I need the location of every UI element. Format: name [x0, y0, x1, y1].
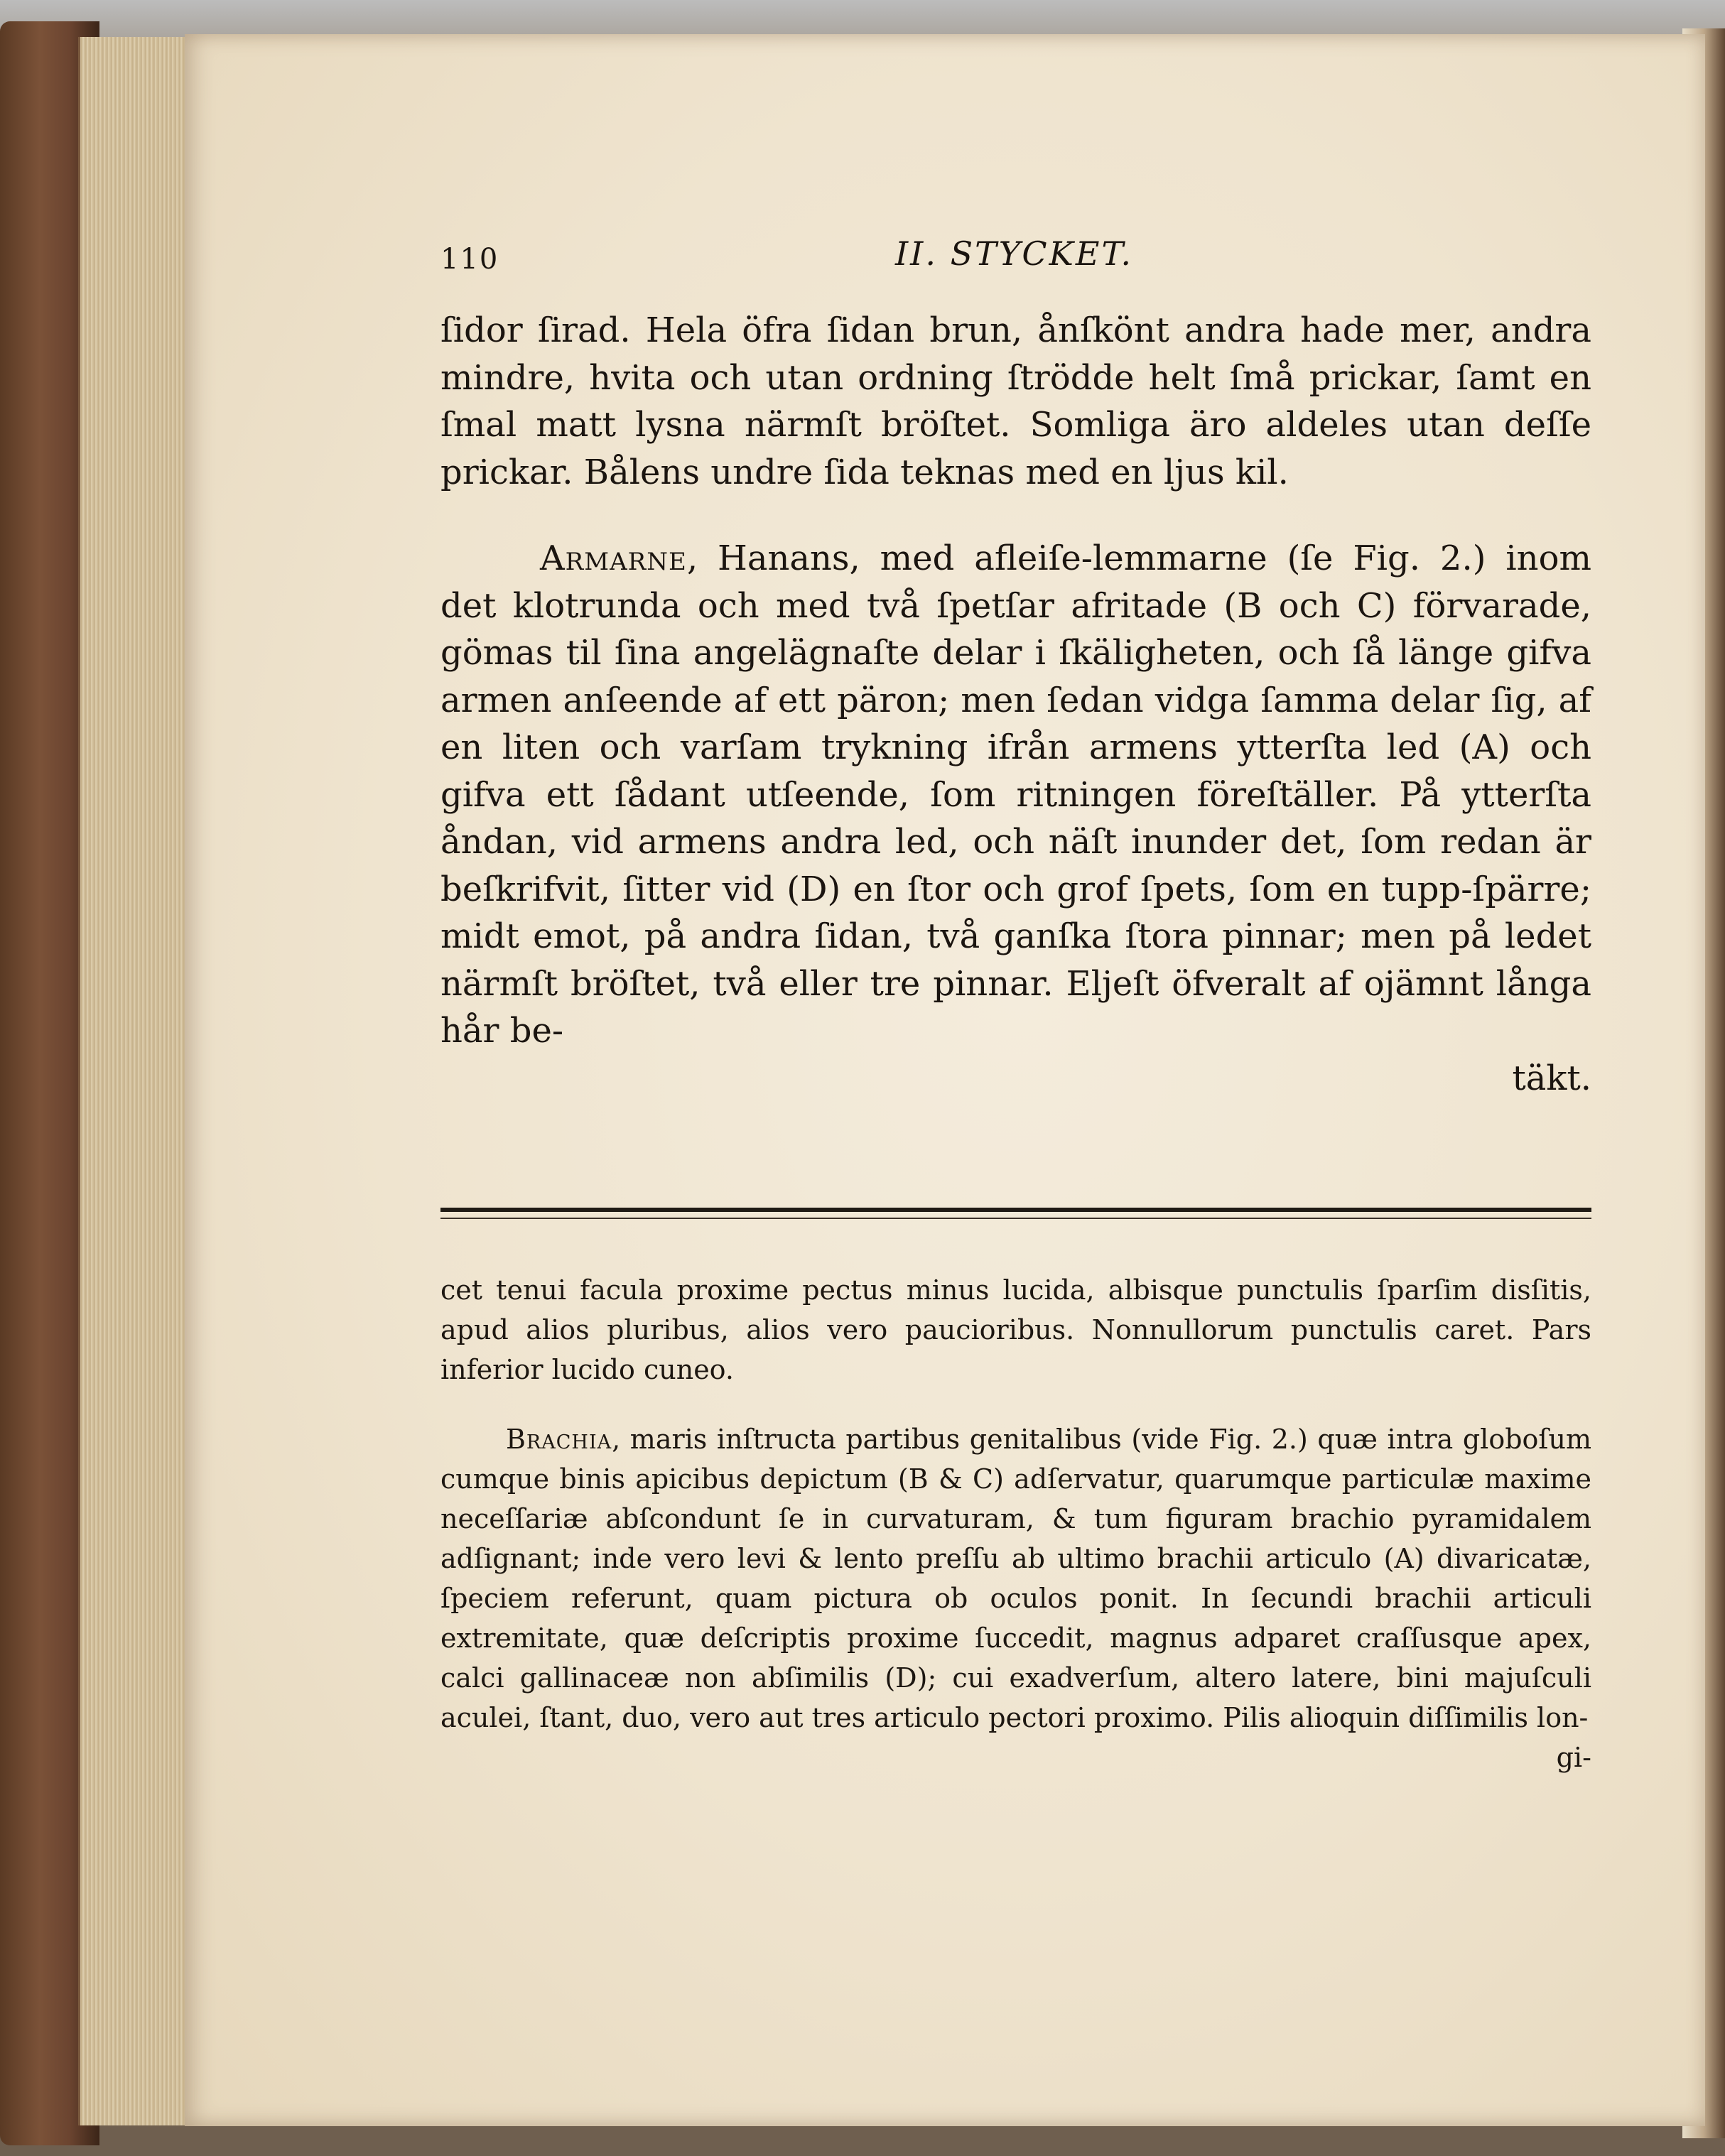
- swedish-paragraph-2: [440, 535, 1591, 1055]
- swedish-paragraph-2-lead: Armarne: [540, 538, 687, 578]
- latin-paragraph-2-body: , maris inſtructa partibus genitalibus (vide Fig. 2.) quæ intra globoſum cumque binis apicibus depictum (B & C) adſervatur, quarumque particulæ maxime neceſſariæ abſcondunt ſe in curvaturam, & tum figuram brachio pyramidalem adſignant; inde vero levi & lento preſſu ab ultimo brachii articulo (A) divaricatæ, ſpeciem referunt, quam pictura ob oculos ponit. In ſecundi brachii articuli extremitate, quæ deſcriptis proxime ſuccedit, magnus adparet craſſusque apex, calci gallinaceæ non abſimilis (D); cui exadverſum, altero latere, bini majuſculi aculei, ſtant, duo, vero aut tres articulo pectori proximo. Pilis alioquin diſſimilis lon-: [440, 1424, 1591, 1733]
- latin-paragraph-1: cet tenui facula proxime pectus minus lucida, albisque punctulis ſparſim disſitis, apud alios pluribus, alios vero paucioribus. Nonnullorum punctulis caret. Pars inferior lucido cuneo.: [440, 1274, 1591, 1385]
- latin-paragraph-2-lead: Brachia: [506, 1424, 612, 1455]
- latin-text-block: [440, 1270, 1591, 1777]
- swedish-paragraph-2-body: , Hanans, med afleiſe-lemmarne (ſe Fig. 2.) inom det klotrunda och med två ſpetſar afritade (B och C) förvarade, gömas til ſina angelägnaſte delar i ſkäligheten, och ſå länge gifva armen anſeende af ett päron; men ſedan vidga ſamma delar ſig, af en liten och varſam trykning ifrån armens ytterſta led (A) och gifva ett ſådant utſeende, ſom ritningen föreſtäller. På ytterſta åndan, vid armens andra led, och näſt inunder det, ſom redan är beſkrifvit, ſitter vid (D) en ſtor och grof ſpets, ſom en tupp-ſpärre; midt emot, på andra ſidan, två ganſka ſtora pinnar; men på ledet närmſt bröſtet, två eller tre pinnar. Eljeſt öfveralt af ojämnt långa hår be-: [440, 538, 1591, 1051]
- section-divider-rule: [440, 1208, 1591, 1219]
- swedish-text-block: [440, 307, 1591, 1102]
- latin-paragraph-2: [440, 1419, 1591, 1738]
- page-edges: [78, 37, 198, 2125]
- page-header: [440, 234, 1591, 284]
- running-head: II. STYCKET.: [895, 234, 1134, 273]
- swedish-paragraph-1: ſidor ſirad. Hela öfra ſidan brun, ånſkönt andra hade mer, andra mindre, hvita och utan ordning ſtrödde helt ſmå prickar, ſamt en ſmal matt lysna närmſt bröſtet. Somliga äro aldeles utan deſſe prickar. Bålens undre ſida teknas med en ljus kil.: [440, 310, 1591, 492]
- swedish-catchword: täkt.: [1512, 1058, 1591, 1098]
- latin-catchword: gi-: [1556, 1742, 1591, 1773]
- page-number: 110: [440, 243, 499, 276]
